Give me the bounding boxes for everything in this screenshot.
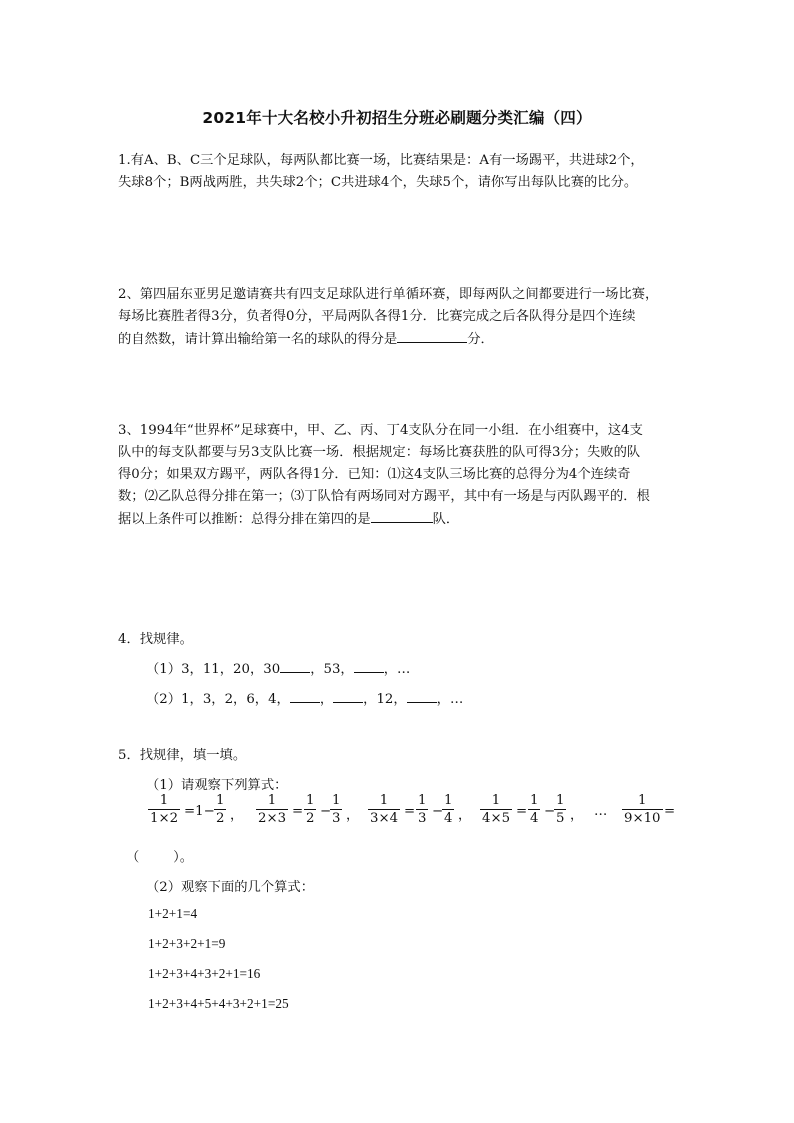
question-4-heading: 4．找规律。 <box>118 632 193 647</box>
sequence-text: ，… <box>383 662 411 677</box>
fraction: 1 4 <box>530 793 539 826</box>
question-2 <box>118 284 678 351</box>
question-5-part-1-label: （1）请观察下列算式： <box>146 778 288 793</box>
operator: − <box>544 804 556 819</box>
fraction: 1 2 <box>306 793 315 826</box>
ellipsis: … <box>594 804 608 819</box>
operator: ， <box>346 808 360 823</box>
sequence-text: 1，3，2，6，4， <box>181 692 290 707</box>
answer-blank[interactable] <box>407 688 437 703</box>
sequence-text: ， <box>319 692 334 707</box>
question-4-part-2 <box>146 688 463 707</box>
question-1-line-1: 1.有A、B、C三个足球队，每两队都比赛一场，比赛结果是：A有一场踢平，共进球2个， <box>118 153 644 168</box>
operator: = <box>292 804 304 819</box>
question-2-line-1: 2、第四届东亚男足邀请赛共有四支足球队进行单循环赛，即每两队之间都要进行一场比赛， <box>118 287 659 302</box>
fraction: 1 1×2 <box>150 793 179 826</box>
equation: 1+2+3+2+1=9 <box>148 936 226 951</box>
operator: ， <box>458 808 472 823</box>
question-3-line-5 <box>118 508 678 531</box>
fraction: 1 4×5 <box>482 793 511 826</box>
fraction: 1 3×4 <box>370 793 399 826</box>
question-2-line-2: 每场比赛胜者得3分，负者得0分，平局两队各得1分．比赛完成之后各队得分是四个连续 <box>118 309 636 324</box>
operator: = <box>516 804 528 819</box>
operator: − <box>320 804 332 819</box>
question-1-line-2: 失球8个；B两战两胜，共失球2个；C共进球4个，失球5个，请你写出每队比赛的比分。 <box>118 175 638 190</box>
equation: 1+2+3+4+3+2+1=16 <box>148 966 261 981</box>
page-title: 2021年十大名校小升初招生分班必刷题分类汇编（四） <box>202 109 592 127</box>
answer-blank[interactable] <box>371 508 433 523</box>
fraction: 1 9×10 <box>624 793 661 826</box>
question-1 <box>118 150 678 194</box>
question-3-line-4: 数；⑵乙队总得分排在第一；⑶丁队恰有两场同对方踢平，其中有一场是与丙队踢平的．根 <box>118 489 650 504</box>
sequence-text: ，… <box>436 692 464 707</box>
question-3-line-5-unit: 队． <box>432 512 460 527</box>
operator: ， <box>230 808 244 823</box>
equation: 1+2+3+4+5+4+3+2+1=25 <box>148 996 289 1011</box>
question-2-line-3-unit: 分． <box>467 332 494 347</box>
answer-blank[interactable] <box>354 658 384 673</box>
operator: =1− <box>184 804 215 819</box>
operator: ， <box>570 808 584 823</box>
answer-blank[interactable] <box>333 688 363 703</box>
operator: = <box>404 804 416 819</box>
answer-blank[interactable] <box>290 688 320 703</box>
answer-blank[interactable] <box>397 328 467 343</box>
question-2-line-3 <box>118 328 678 351</box>
question-2-line-3-text: 的自然数，请计算出输给第一名的球队的得分是 <box>118 332 398 347</box>
question-3-line-2: 队中的每支队都要与另3支队比赛一场．根据规定：每场比赛获胜的队可得3分；失败的队 <box>118 445 641 460</box>
fraction: 1 3 <box>332 793 341 826</box>
sequence-text: 3，11，20，30 <box>181 662 281 677</box>
question-5-part-2-label: （2）观察下面的几个算式： <box>146 880 315 895</box>
operator: − <box>432 804 444 819</box>
sequence-text: ，53， <box>310 662 354 677</box>
question-3-line-5-text: 据以上条件可以推断：总得分排在第四的是 <box>118 512 371 527</box>
sequence-text: ，12， <box>363 692 407 707</box>
answer-parentheses[interactable]: （ ）。 <box>126 850 194 865</box>
answer-blank[interactable] <box>280 658 310 673</box>
fraction-expressions <box>148 792 688 836</box>
fraction: 1 2×3 <box>258 793 287 826</box>
question-5-heading: 5．找规律，填一填。 <box>118 748 247 763</box>
part-label: （2） <box>146 692 182 707</box>
operator: = <box>664 804 676 819</box>
fraction: 1 4 <box>444 793 453 826</box>
equation: 1+2+1=4 <box>148 906 198 921</box>
fraction: 1 5 <box>556 793 565 826</box>
part-label: （1） <box>146 662 182 677</box>
fraction: 1 3 <box>418 793 427 826</box>
question-3-line-3: 得0分；如果双方踢平，两队各得1分．已知：⑴这4支队三场比赛的总得分为4个连续奇 <box>118 467 631 482</box>
question-3-line-1: 3、1994年“世界杯”足球赛中，甲、乙、丙、丁4支队分在同一小组．在小组赛中，这4支 <box>118 423 643 438</box>
question-4-part-1 <box>146 658 410 677</box>
question-3 <box>118 420 678 531</box>
fraction: 1 2 <box>216 793 225 826</box>
